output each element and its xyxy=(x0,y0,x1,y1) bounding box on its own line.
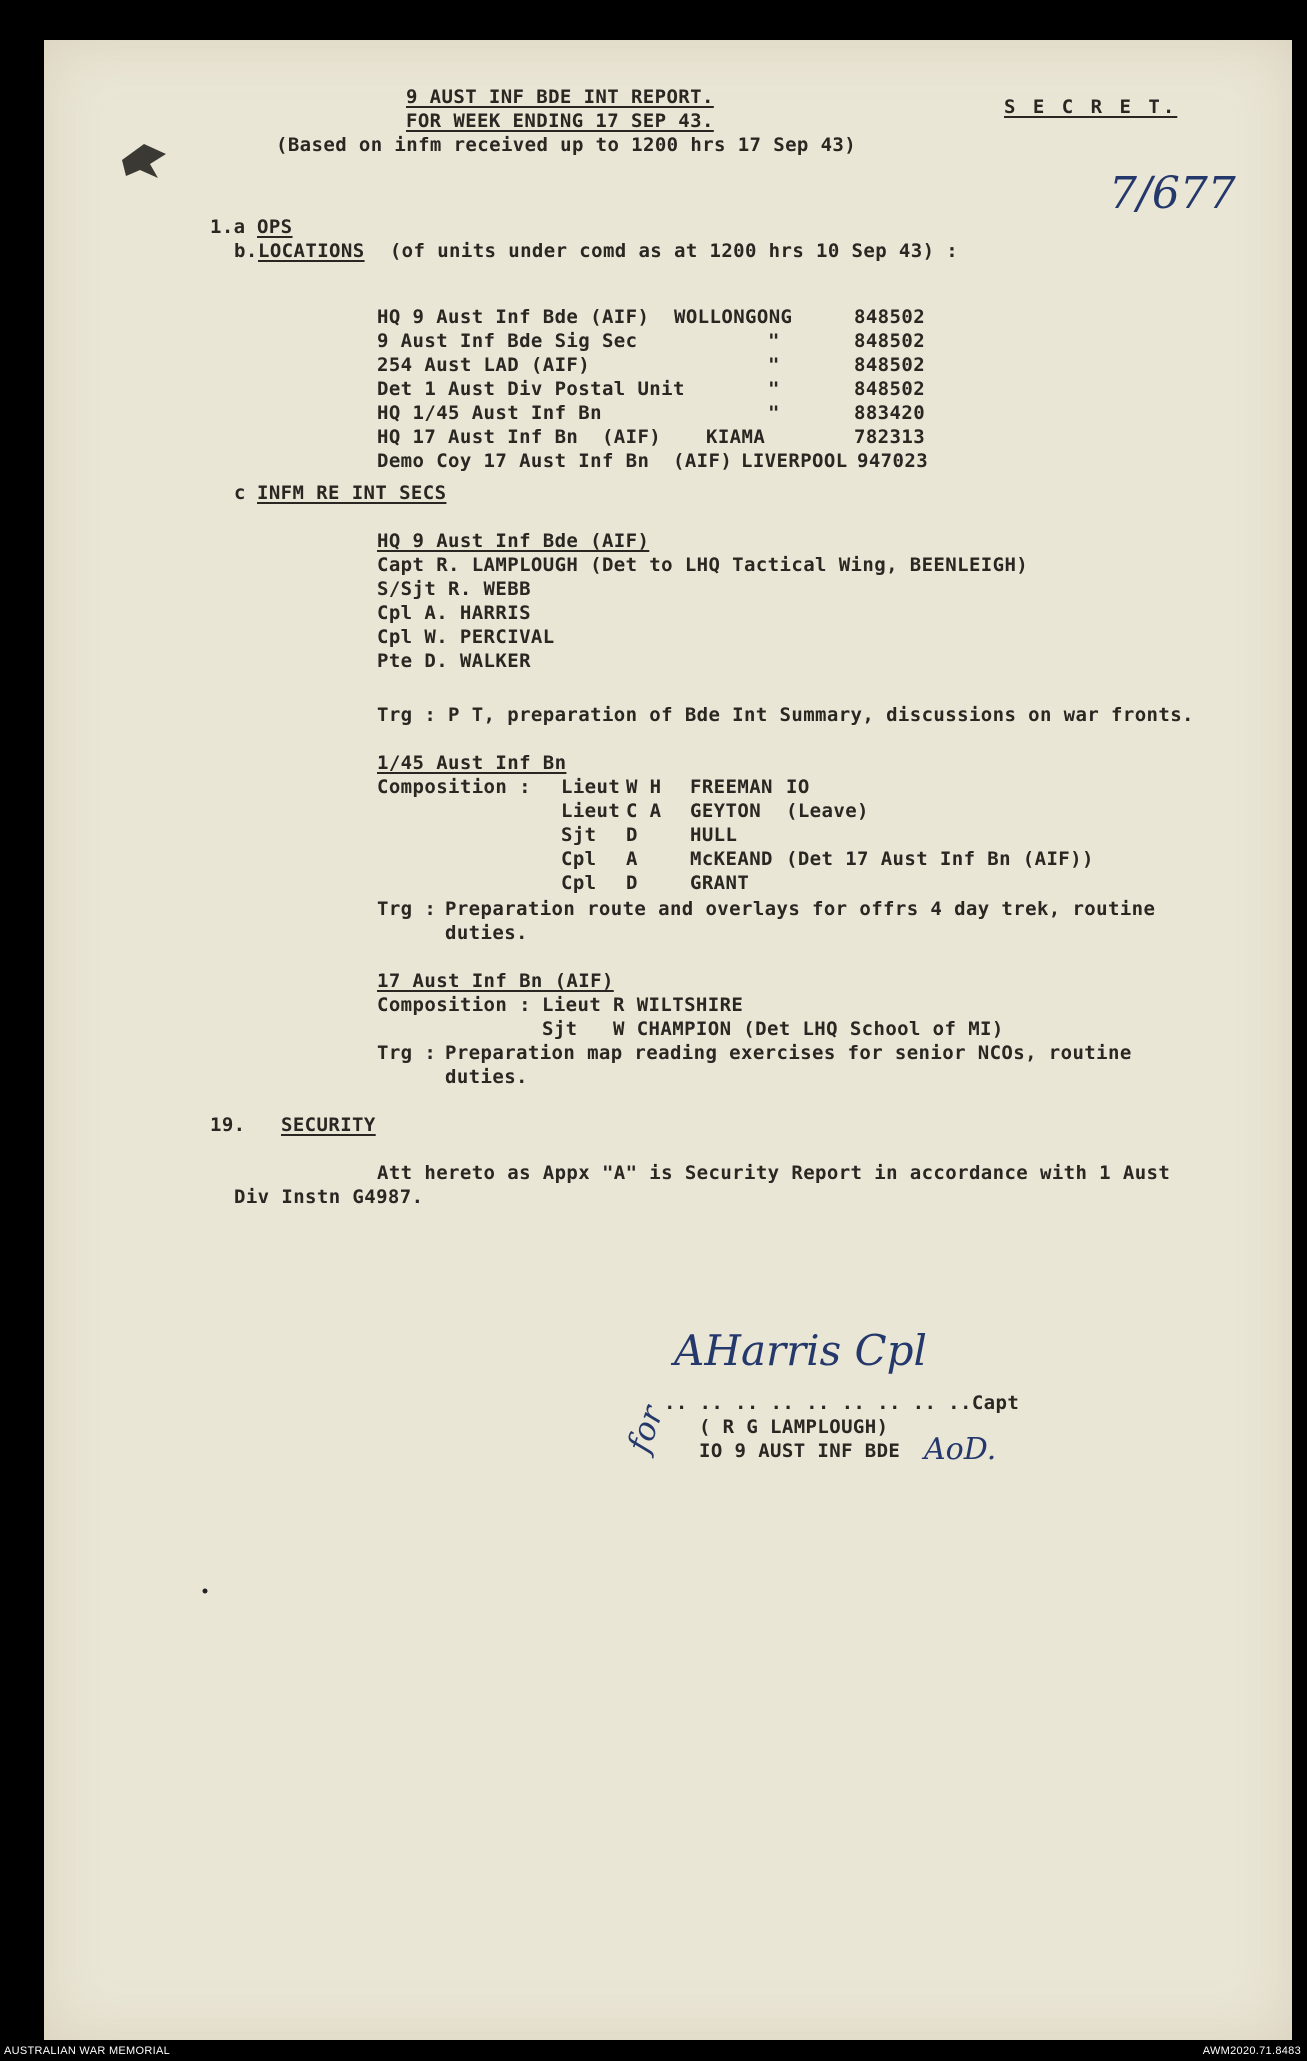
bn-17-composition-label: Composition : xyxy=(377,994,531,1016)
composition-initials: D xyxy=(626,824,638,846)
report-based-on: (Based on infm received up to 1200 hrs 17 Sep 43) xyxy=(276,134,857,156)
location-unit: HQ 9 Aust Inf Bde (AIF) xyxy=(377,306,650,328)
ops-heading: OPS xyxy=(257,216,293,238)
handwritten-signature: AHarris Cpl xyxy=(674,1326,927,1375)
hq-person: Capt R. LAMPLOUGH (Det to LHQ Tactical Wing, BEENLEIGH) xyxy=(377,554,1029,576)
composition-surname: GEYTON xyxy=(690,800,762,822)
composition-initials: A xyxy=(626,848,638,870)
locations-intro: (of units under comd as at 1200 hrs 10 Sep 43) : xyxy=(378,240,959,262)
location-grid-ref: 947023 xyxy=(857,450,929,472)
bn-17-trg-line2: duties. xyxy=(445,1066,528,1088)
section-1a-number: 1.a xyxy=(210,216,246,238)
location-place: " xyxy=(768,354,780,376)
composition-surname: HULL xyxy=(690,824,738,846)
document-page xyxy=(44,40,1292,2040)
composition-rank: Lieut xyxy=(561,776,621,798)
composition-rank: Cpl xyxy=(561,872,597,894)
bn-17-composition-line2: Sjt W CHAMPION (Det LHQ School of MI) xyxy=(542,1018,1004,1040)
hq-person: S/Sjt R. WEBB xyxy=(377,578,531,600)
location-place: WOLLONGONG xyxy=(674,306,793,328)
bn-17-trg-label: Trg : xyxy=(377,1042,437,1064)
location-place: " xyxy=(768,378,780,400)
composition-note: (Leave) xyxy=(786,800,869,822)
location-unit: 9 Aust Inf Bde Sig Sec xyxy=(377,330,638,352)
security-heading: SECURITY xyxy=(281,1114,376,1136)
composition-surname: GRANT xyxy=(690,872,750,894)
location-place: " xyxy=(768,330,780,352)
hq-training: Trg : P T, preparation of Bde Int Summary, discussions on war fronts. xyxy=(377,704,1194,726)
bn-17-composition-line1: Lieut R WILTSHIRE xyxy=(542,994,744,1016)
section-c-label: c xyxy=(234,482,246,504)
hq-bde-heading: HQ 9 Aust Inf Bde (AIF) xyxy=(377,530,650,552)
signatory-appointment: IO 9 AUST INF BDE xyxy=(699,1440,901,1462)
signature-dots-capt: .. .. .. .. .. .. .. .. ..Capt xyxy=(664,1392,1020,1414)
bn-1-45-heading: 1/45 Aust Inf Bn xyxy=(377,752,567,774)
bn-17-trg-line1: Preparation map reading exercises for senior NCOs, routine xyxy=(445,1042,1132,1064)
report-title-line2: FOR WEEK ENDING 17 SEP 43. xyxy=(406,110,714,132)
bn-1-45-trg-label: Trg : xyxy=(377,898,437,920)
infm-heading: INFM RE INT SECS xyxy=(257,482,447,504)
bn-1-45-trg-line2: duties. xyxy=(445,922,528,944)
composition-surname: FREEMAN xyxy=(690,776,773,798)
classification-secret: S E C R E T. xyxy=(1004,96,1178,118)
locations-heading: LOCATIONS xyxy=(258,240,365,262)
section-19-number: 19. xyxy=(210,1114,246,1136)
handwritten-reference: 7/677 xyxy=(1109,168,1236,219)
location-grid-ref: 883420 xyxy=(854,402,926,424)
punch-hole-mark xyxy=(114,130,174,190)
composition-note: (Det 17 Aust Inf Bn (AIF)) xyxy=(786,848,1094,870)
section-1b-label: b. xyxy=(234,240,258,262)
location-grid-ref: 848502 xyxy=(854,354,926,376)
handwritten-aod: AoD. xyxy=(924,1432,997,1467)
handwritten-for: for xyxy=(619,1400,671,1458)
location-unit: Demo Coy 17 Aust Inf Bn (AIF) xyxy=(377,450,733,472)
hq-person: Cpl W. PERCIVAL xyxy=(377,626,555,648)
location-unit: HQ 1/45 Aust Inf Bn xyxy=(377,402,602,424)
location-grid-ref: 848502 xyxy=(854,330,926,352)
composition-initials: D xyxy=(626,872,638,894)
hq-person: Cpl A. HARRIS xyxy=(377,602,531,624)
location-grid-ref: 782313 xyxy=(854,426,926,448)
bn-1-45-trg-line1: Preparation route and overlays for offrs 4 day trek, routine xyxy=(445,898,1156,920)
composition-note: IO xyxy=(786,776,810,798)
composition-surname: McKEAND xyxy=(690,848,773,870)
report-title-line1: 9 AUST INF BDE INT REPORT. xyxy=(406,86,714,108)
composition-rank: Cpl xyxy=(561,848,597,870)
archive-footer-right: AWM2020.71.8483 xyxy=(1202,2045,1301,2057)
ink-dot xyxy=(200,1586,210,1596)
location-unit: 254 Aust LAD (AIF) xyxy=(377,354,591,376)
location-unit: Det 1 Aust Div Postal Unit xyxy=(377,378,685,400)
location-place: KIAMA xyxy=(706,426,766,448)
bn-1-45-composition-label: Composition : xyxy=(377,776,531,798)
location-grid-ref: 848502 xyxy=(854,306,926,328)
hq-person: Pte D. WALKER xyxy=(377,650,531,672)
composition-rank: Lieut xyxy=(561,800,621,822)
bn-17-heading: 17 Aust Inf Bn (AIF) xyxy=(377,970,614,992)
location-place: " xyxy=(768,402,780,424)
signatory-name: ( R G LAMPLOUGH) xyxy=(699,1416,889,1438)
composition-rank: Sjt xyxy=(561,824,597,846)
location-place: LIVERPOOL xyxy=(741,450,848,472)
composition-initials: C A xyxy=(626,800,662,822)
composition-initials: W H xyxy=(626,776,662,798)
archive-footer-left: AUSTRALIAN WAR MEMORIAL xyxy=(4,2045,171,2057)
location-unit: HQ 17 Aust Inf Bn (AIF) xyxy=(377,426,662,448)
location-grid-ref: 848502 xyxy=(854,378,926,400)
security-text-line2: Div Instn G4987. xyxy=(234,1186,424,1208)
security-text-line1: Att hereto as Appx "A" is Security Report in accordance with 1 Aust xyxy=(377,1162,1171,1184)
